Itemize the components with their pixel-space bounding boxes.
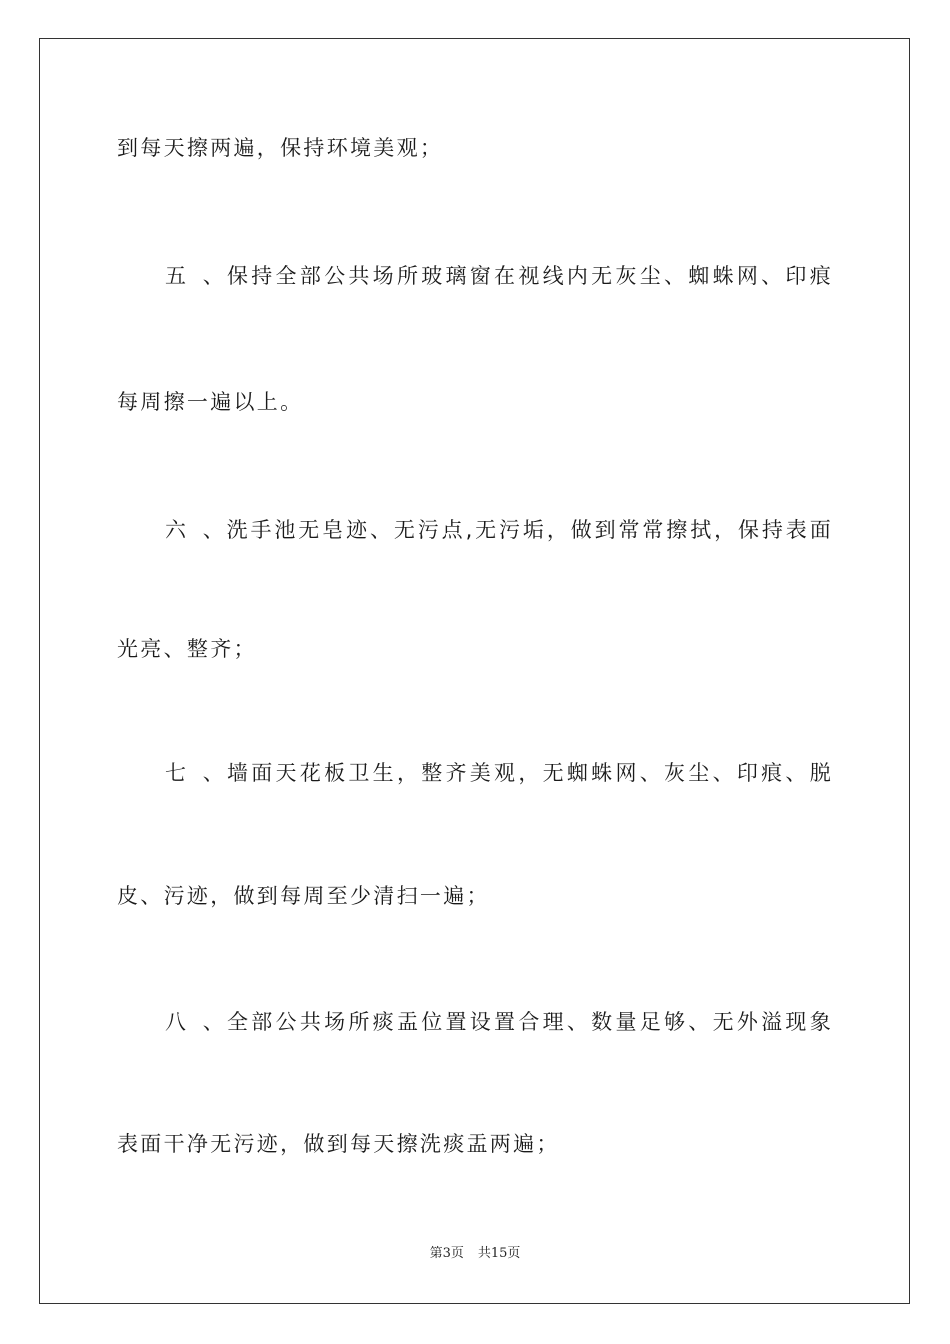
paragraph-number: 七、 (165, 761, 226, 785)
paragraph-number: 五、 (165, 264, 226, 288)
paragraph-text: 墙面天花板卫生，整齐美观，无蜘蛛网、灰尘、印痕、脱 (226, 761, 833, 785)
paragraph-text: 光亮、整齐； (117, 637, 257, 661)
paragraph-number: 八、 (165, 1010, 226, 1034)
paragraph-7-second-line (117, 881, 833, 911)
page-number: 第3页 (429, 1246, 464, 1261)
paragraph-continuation-line (117, 133, 833, 163)
paragraph-text: 每周擦一遍以上。 (117, 390, 304, 414)
paragraph-7-first-line (165, 758, 833, 788)
paragraph-text: 表面干净无污迹，做到每天擦洗痰盂两遍； (117, 1132, 560, 1156)
paragraph-8-second-line (117, 1129, 833, 1159)
paragraph-text: 全部公共场所痰盂位置设置合理、数量足够、无外溢现象 (226, 1010, 833, 1034)
page-border (39, 38, 910, 1304)
page-footer (0, 1244, 950, 1264)
paragraph-6-first-line (165, 515, 833, 545)
paragraph-5-second-line (117, 387, 833, 417)
page-total: 共15页 (477, 1246, 521, 1261)
paragraph-6-second-line (117, 634, 833, 664)
paragraph-text: 洗手池无皂迹、无污点,无污垢，做到常常擦拭，保持表面 (226, 518, 833, 542)
paragraph-text: 到每天擦两遍，保持环境美观； (117, 136, 444, 160)
paragraph-text: 皮、污迹，做到每周至少清扫一遍； (117, 884, 490, 908)
paragraph-5-first-line (165, 261, 833, 291)
paragraph-number: 六、 (165, 518, 226, 542)
paragraph-8-first-line (165, 1007, 833, 1037)
paragraph-text: 保持全部公共场所玻璃窗在视线内无灰尘、蜘蛛网、印痕 (226, 264, 833, 288)
